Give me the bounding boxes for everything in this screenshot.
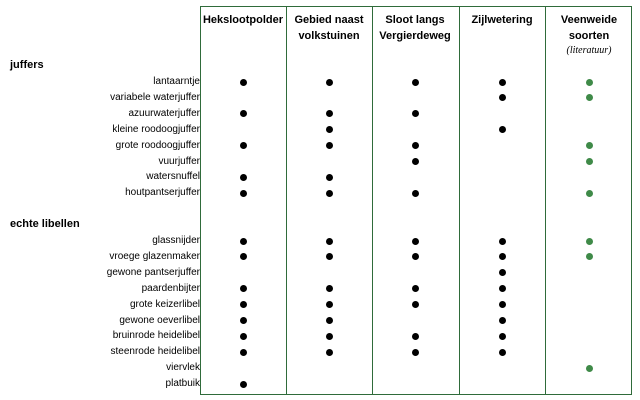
column-header-label: Sloot langs Vergierdeweg <box>379 14 451 42</box>
column-header-label: Zijlwetering <box>471 14 533 26</box>
section-title: juffers <box>10 59 44 71</box>
species-name: vroege glazenmaker <box>109 250 200 262</box>
species-name: viervlek <box>166 362 200 374</box>
presence-dot <box>499 333 506 340</box>
species-name: azuurwaterjuffer <box>128 107 200 119</box>
presence-dot <box>499 253 506 260</box>
presence-dot <box>326 238 333 245</box>
presence-dot <box>412 333 419 340</box>
presence-dot <box>326 190 333 197</box>
presence-dot <box>412 110 419 117</box>
presence-dot <box>240 174 247 181</box>
column-header-label: Gebied naast volkstuinen <box>294 14 364 42</box>
column-divider <box>459 6 460 395</box>
presence-dot <box>499 269 506 276</box>
presence-dot <box>412 253 419 260</box>
presence-dot <box>326 285 333 292</box>
column-divider <box>372 6 373 395</box>
presence-dot <box>412 285 419 292</box>
presence-dot <box>240 79 247 86</box>
presence-dot <box>326 142 333 149</box>
species-name: steenrode heidelibel <box>110 346 200 358</box>
column-divider <box>286 6 287 395</box>
presence-dot <box>412 158 419 165</box>
species-name: gewone pantserjuffer <box>106 266 200 278</box>
presence-dot <box>240 333 247 340</box>
species-name: platbuik <box>165 378 200 390</box>
presence-dot <box>240 317 247 324</box>
presence-dot <box>412 349 419 356</box>
literature-dot <box>586 190 593 197</box>
species-name: grote roodoogjuffer <box>115 139 200 151</box>
presence-dot <box>412 238 419 245</box>
column-header <box>286 12 372 44</box>
literature-dot <box>586 365 593 372</box>
literature-dot <box>586 253 593 260</box>
species-name: bruinrode heidelibel <box>112 330 200 342</box>
presence-dot <box>240 381 247 388</box>
species-name: glassnijder <box>152 235 200 246</box>
presence-dot <box>499 285 506 292</box>
column-header-sublabel: (literatuur) <box>566 45 612 56</box>
presence-dot <box>240 238 247 245</box>
column-header-label: Hekslootpolder <box>202 14 284 26</box>
presence-dot <box>499 79 506 86</box>
presence-dot <box>326 253 333 260</box>
presence-dot <box>499 238 506 245</box>
column-header <box>546 12 632 58</box>
presence-dot <box>326 79 333 86</box>
column-divider <box>545 6 546 395</box>
presence-dot <box>499 94 506 101</box>
presence-dot <box>326 126 333 133</box>
presence-dot <box>326 317 333 324</box>
presence-dot <box>412 79 419 86</box>
presence-dot <box>326 333 333 340</box>
presence-dot <box>499 126 506 133</box>
species-name: kleine roodoogjuffer <box>112 123 200 135</box>
species-name: grote keizerlibel <box>129 298 200 310</box>
species-name: gewone oeverlibel <box>119 314 200 326</box>
presence-dot <box>412 301 419 308</box>
species-name: vuurjuffer <box>158 155 200 167</box>
literature-dot <box>586 79 593 86</box>
species-name: watersnuffel <box>146 171 200 183</box>
presence-dot <box>240 253 247 260</box>
literature-dot <box>586 238 593 245</box>
presence-dot <box>412 190 419 197</box>
presence-dot <box>326 301 333 308</box>
column-header-label: Veenweide soorten <box>560 14 618 42</box>
literature-dot <box>586 94 593 101</box>
presence-dot <box>240 110 247 117</box>
presence-dot <box>240 190 247 197</box>
presence-dot <box>499 301 506 308</box>
species-name: paardenbijter <box>141 282 200 294</box>
literature-dot <box>586 158 593 165</box>
presence-dot <box>412 142 419 149</box>
presence-dot <box>240 142 247 149</box>
presence-dot <box>499 317 506 324</box>
presence-dot <box>240 285 247 292</box>
species-name: lantaarntje <box>153 76 200 87</box>
presence-dot <box>240 301 247 308</box>
column-header <box>200 12 286 28</box>
species-name: variabele waterjuffer <box>110 91 200 103</box>
section-title: echte libellen <box>10 218 80 230</box>
species-name: houtpantserjuffer <box>125 187 200 199</box>
presence-dot <box>326 110 333 117</box>
presence-dot <box>326 349 333 356</box>
column-header <box>459 12 545 28</box>
column-header <box>372 12 458 44</box>
presence-dot <box>326 174 333 181</box>
presence-dot <box>499 349 506 356</box>
literature-dot <box>586 142 593 149</box>
presence-dot <box>240 349 247 356</box>
